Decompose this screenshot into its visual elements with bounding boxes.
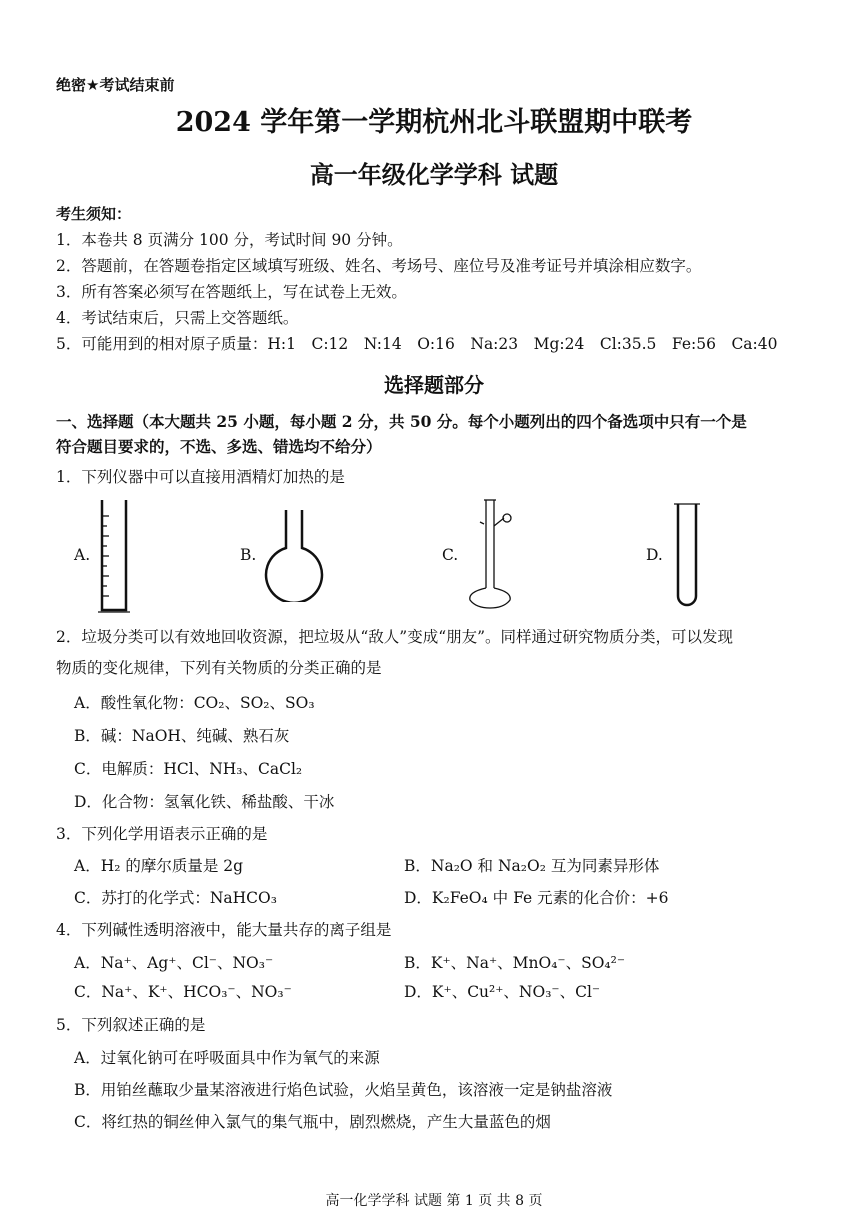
q1-label-a: A. [74,546,91,564]
q1-label-d: D. [646,546,663,564]
page-footer: 高一化学学科 试题 第 1 页 共 8 页 [325,1193,543,1209]
q3-option-b: B．Na₂O 和 Na₂O₂ 互为同素异形体 [404,857,660,875]
q2-option-c: C．电解质：HCl、NH₃、CaCl₂ [74,760,303,778]
q4-option-d: D．K⁺、Cu²⁺、NO₃⁻、Cl⁻ [404,983,601,1001]
q5-stem: 5．下列叙述正确的是 [56,1016,206,1034]
confidential-mark: 绝密★考试结束前 [56,76,175,94]
exam-subtitle: 高一年级化学学科 试题 [309,161,559,189]
section-title: 选择题部分 [384,373,484,397]
exam-title: 2024 学年第一学期杭州北斗联盟期中联考 [175,107,693,138]
q3-option-a: A．H₂ 的摩尔质量是 2g [74,857,244,875]
q1-label-b: B. [240,546,257,564]
notice-item-2: 2．答题前，在答题卷指定区域填写班级、姓名、考场号、座位号及准考证号并填涂相应数字。 [56,257,702,275]
q1-label-c: C. [442,546,459,564]
q4-stem: 4．下列碱性透明溶液中，能大量共存的离子组是 [56,921,392,939]
q4-option-b: B．K⁺、Na⁺、MnO₄⁻、SO₄²⁻ [404,954,626,972]
q4-option-a: A．Na⁺、Ag⁺、Cl⁻、NO₃⁻ [74,954,274,972]
test-tube-figure [672,500,702,612]
round-bottom-flask-figure [262,506,326,602]
q2-stem-line1: 2．垃圾分类可以有效地回收资源，把垃圾从“敌人”变成“朋友”。同样通过研究物质分类，可以发现 [56,628,734,646]
q2-stem-line2: 物质的变化规律，下列有关物质的分类正确的是 [56,659,382,677]
graduated-cylinder-figure [96,496,132,616]
q2-option-d: D．化合物：氢氧化铁、稀盐酸、干冰 [74,793,335,811]
distillation-flask-figure [462,496,524,614]
q2-option-b: B．碱：NaOH、纯碱、熟石灰 [74,727,290,745]
q3-stem: 3．下列化学用语表示正确的是 [56,825,268,843]
q5-option-a: A．过氧化钠可在呼吸面具中作为氧气的来源 [74,1049,380,1067]
part-instructions-line1: 一、选择题（本大题共 25 小题，每小题 2 分，共 50 分。每个小题列出的四个备选项中只有一个是 [56,412,747,431]
q4-option-c: C．Na⁺、K⁺、HCO₃⁻、NO₃⁻ [74,983,292,1001]
q5-option-c: C．将红热的铜丝伸入氯气的集气瓶中，剧烈燃烧，产生大量蓝色的烟 [74,1113,551,1131]
notice-heading: 考生须知： [56,205,132,223]
notice-item-4: 4．考试结束后，只需上交答题纸。 [56,309,299,327]
notice-item-1: 1．本卷共 8 页满分 100 分，考试时间 90 分钟。 [56,231,403,249]
q5-option-b: B．用铂丝蘸取少量某溶液进行焰色试验，火焰呈黄色，该溶液一定是钠盐溶液 [74,1081,613,1099]
q1-stem: 1．下列仪器中可以直接用酒精灯加热的是 [56,468,345,486]
q2-option-a: A．酸性氧化物：CO₂、SO₂、SO₃ [74,694,315,712]
notice-item-5: 5．可能用到的相对原子质量：H:1 C:12 N:14 O:16 Na:23 Mg:24 Cl:35.5 Fe:56 Ca:40 [56,335,778,353]
q3-option-d: D．K₂FeO₄ 中 Fe 元素的化合价：+6 [404,889,669,907]
notice-item-3: 3．所有答案必须写在答题纸上，写在试卷上无效。 [56,283,407,301]
q3-option-c: C．苏打的化学式：NaHCO₃ [74,889,277,907]
part-instructions-line2: 符合题目要求的，不选、多选、错选均不给分） [56,437,382,456]
